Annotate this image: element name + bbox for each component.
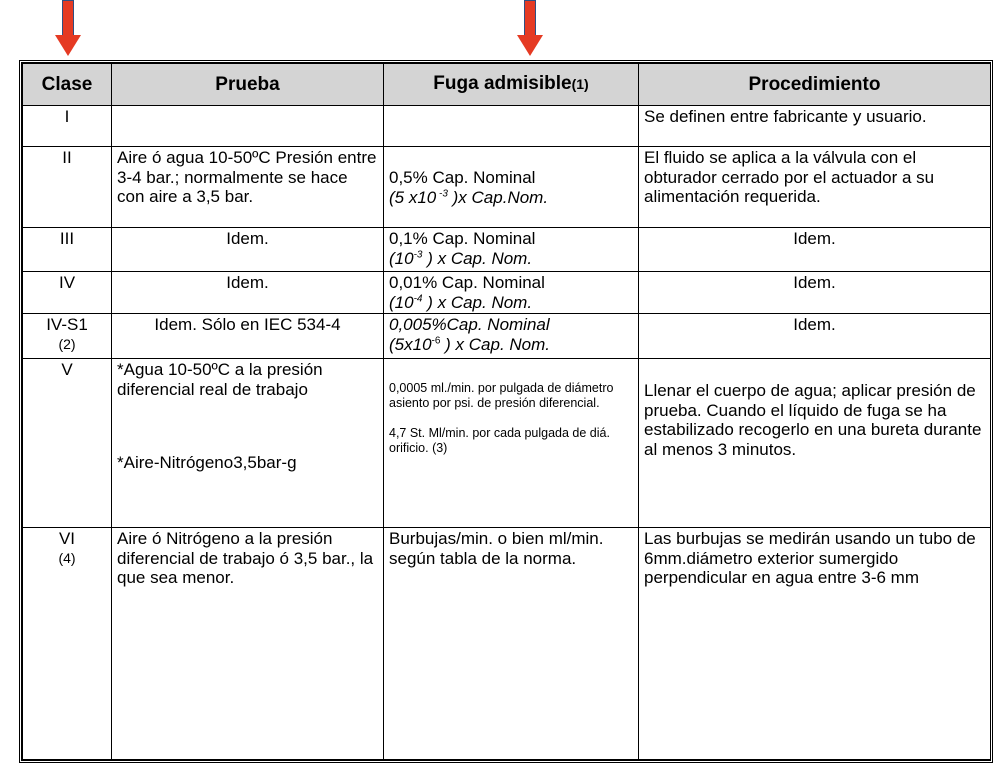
cell-fuga: Burbujas/min. o bien ml/min. según tabla de la norma. bbox=[384, 528, 639, 760]
cell-prueba bbox=[112, 106, 384, 147]
cell-clase: II bbox=[23, 147, 112, 228]
down-arrow-icon bbox=[55, 0, 81, 58]
table-row bbox=[23, 147, 991, 228]
header-row bbox=[23, 64, 991, 106]
cell-clase: IV bbox=[23, 272, 112, 314]
cell-clase: I bbox=[23, 106, 112, 147]
leakage-class-table-frame bbox=[19, 60, 993, 763]
table-row bbox=[23, 228, 991, 272]
table-row bbox=[23, 314, 991, 359]
cell-clase: VI (4) bbox=[23, 528, 112, 760]
header-procedimiento: Procedimiento bbox=[639, 64, 991, 106]
cell-procedimiento: Las burbujas se medirán usando un tubo de 6mm.diámetro exterior sumergido perpendicular en agua entre 3-6 mm bbox=[639, 528, 991, 760]
cell-prueba: Aire ó Nitrógeno a la presión diferencial de trabajo ó 3,5 bar., la que sea menor. bbox=[112, 528, 384, 760]
cell-procedimiento: El fluido se aplica a la válvula con el obturador cerrado por el actuador a su alimentación requerida. bbox=[639, 147, 991, 228]
cell-clase: III bbox=[23, 228, 112, 272]
cell-procedimiento: Se definen entre fabricante y usuario. bbox=[639, 106, 991, 147]
cell-fuga bbox=[384, 106, 639, 147]
cell-prueba: *Agua 10-50ºC a la presión diferencial real de trabajo *Aire-Nitrógeno3,5bar-g bbox=[112, 359, 384, 528]
cell-fuga: 0,0005 ml./min. por pulgada de diámetro asiento por psi. de presión diferencial. 4,7 St. Ml/min. por cada pulgada de diá. orificio. (3) bbox=[384, 359, 639, 528]
cell-clase: IV-S1 (2) bbox=[23, 314, 112, 359]
fuga-line2: (5 x10 $^{-3}$ )x Cap.Nom. bbox=[389, 187, 549, 207]
cell-procedimiento: Idem. bbox=[639, 228, 991, 272]
cell-fuga: 0,01% Cap. Nominal ($10^{-4}$ ) x Cap. Nom. bbox=[384, 272, 639, 314]
cell-prueba: Idem. bbox=[112, 272, 384, 314]
cell-clase: V bbox=[23, 359, 112, 528]
leakage-class-table bbox=[22, 63, 991, 760]
cell-prueba: Aire ó agua 10-50ºC Presión entre 3-4 bar.; normalmente se hace con aire a 3,5 bar. bbox=[112, 147, 384, 228]
cell-fuga bbox=[384, 147, 639, 228]
table-row bbox=[23, 359, 991, 528]
cell-fuga: 0,1% Cap. Nominal ($10^{-3}$ ) x Cap. Nom. bbox=[384, 228, 639, 272]
cell-procedimiento: Llenar el cuerpo de agua; aplicar presión de prueba. Cuando el líquido de fuga se ha estabilizado recogerlo en una bureta durante al menos 3 minutos. bbox=[639, 359, 991, 528]
table-row bbox=[23, 272, 991, 314]
header-clase: Clase bbox=[23, 64, 112, 106]
table-row bbox=[23, 106, 991, 147]
down-arrow-icon bbox=[517, 0, 543, 58]
cell-prueba: Idem. Sólo en IEC 534-4 bbox=[112, 314, 384, 359]
fuga-line1: 0,5% Cap. Nominal bbox=[389, 168, 536, 187]
cell-procedimiento: Idem. bbox=[639, 272, 991, 314]
cell-fuga: 0,005%Cap. Nominal ($5x10^{-6}$ ) x Cap. Nom. bbox=[384, 314, 639, 359]
cell-procedimiento: Idem. bbox=[639, 314, 991, 359]
table-row bbox=[23, 528, 991, 760]
header-fuga: Fuga admisible(1) bbox=[384, 64, 639, 106]
header-prueba: Prueba bbox=[112, 64, 384, 106]
cell-prueba: Idem. bbox=[112, 228, 384, 272]
